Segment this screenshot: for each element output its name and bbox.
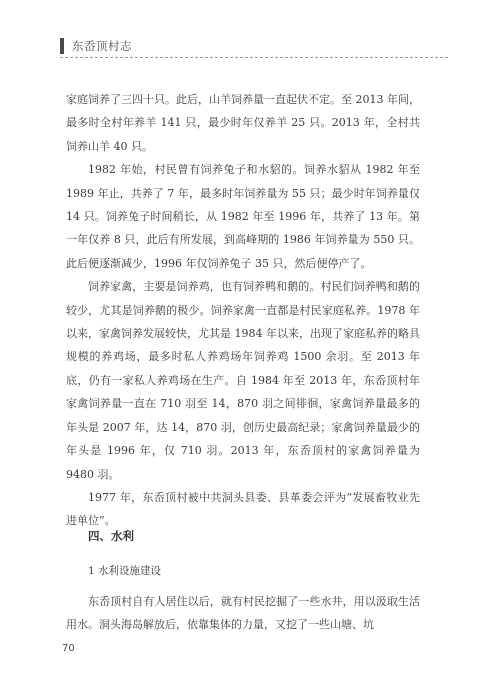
- header-marker-bar: [60, 38, 64, 54]
- paragraph-poultry: 饲养家禽，主要是饲养鸡，也有饲养鸭和鹅的。村民们饲养鸭和鹅的较少，尤其是饲养鹅的极少。饲养家禽一直都是村民家庭私养。1978 年以来，家禽饲养发展较快，尤其是 1984 年以来，出现了家庭私养的略具规模的养鸡场，最多时私人养鸡场年饲养鸡 1500 余羽。至 2013 年底，仍有一家私人养鸡场在生产。自 1984 年至 2013 年，东岙顶村年家禽饲养量一直在 710 羽至 14，870 羽之间徘徊，家禽饲养量最多的年头是 2007 年，达 14，870 羽，创历史最高纪录；家禽饲养量最少的年头是 1996 年，仅 710 羽。2013 年，东岙顶村的家禽饲养量为 9480 羽。: [66, 280, 420, 481]
- page-number: 70: [62, 643, 75, 654]
- section-heading-water: 四、水利: [88, 529, 134, 543]
- header-dashed-rule: [60, 57, 448, 58]
- paragraph-goat-continuation: 家庭饲养了三四十只。此后，山羊饲养量一直起伏不定。至 2013 年间，最多时全村年养羊 141 只，最少时年仅养羊 25 只。2013 年，全村共饲养山羊 40 只。: [66, 93, 420, 153]
- subsection-heading-water-facilities: 1 水利设施建设: [88, 565, 162, 577]
- paragraph-water-facilities: 东岙顶村自有人居住以后，就有村民挖掘了一些水井，用以汲取生活用水。洞头海岛解放后，依靠集体的力量，又挖了一些山塘、坑: [66, 595, 420, 632]
- running-header-title: 东岙顶村志: [72, 39, 132, 53]
- paragraph-1977-award: 1977 年，东岙顶村被中共洞头县委、县革委会评为“发展畜牧业先进单位”。: [66, 490, 420, 528]
- body-text-block: [66, 88, 420, 533]
- body-text-water: [66, 590, 420, 637]
- paragraph-rabbit-mink: 1982 年始，村民曾有饲养兔子和水貂的。饲养水貂从 1982 年至 1989 年止，共养了 7 年，最多时年饲养量为 55 只；最少时年饲养量仅 14 只。饲养兔子时间稍长，从 1982 年至 1996 年，共养了 13 年。第一年仅养 8 只，此后有所发展，到高峰期的 1986 年饲养量为 550 只。此后便逐渐减少，1996 年仅饲养兔子 35 只，然后便停产了。: [66, 163, 420, 270]
- running-header: [60, 36, 448, 58]
